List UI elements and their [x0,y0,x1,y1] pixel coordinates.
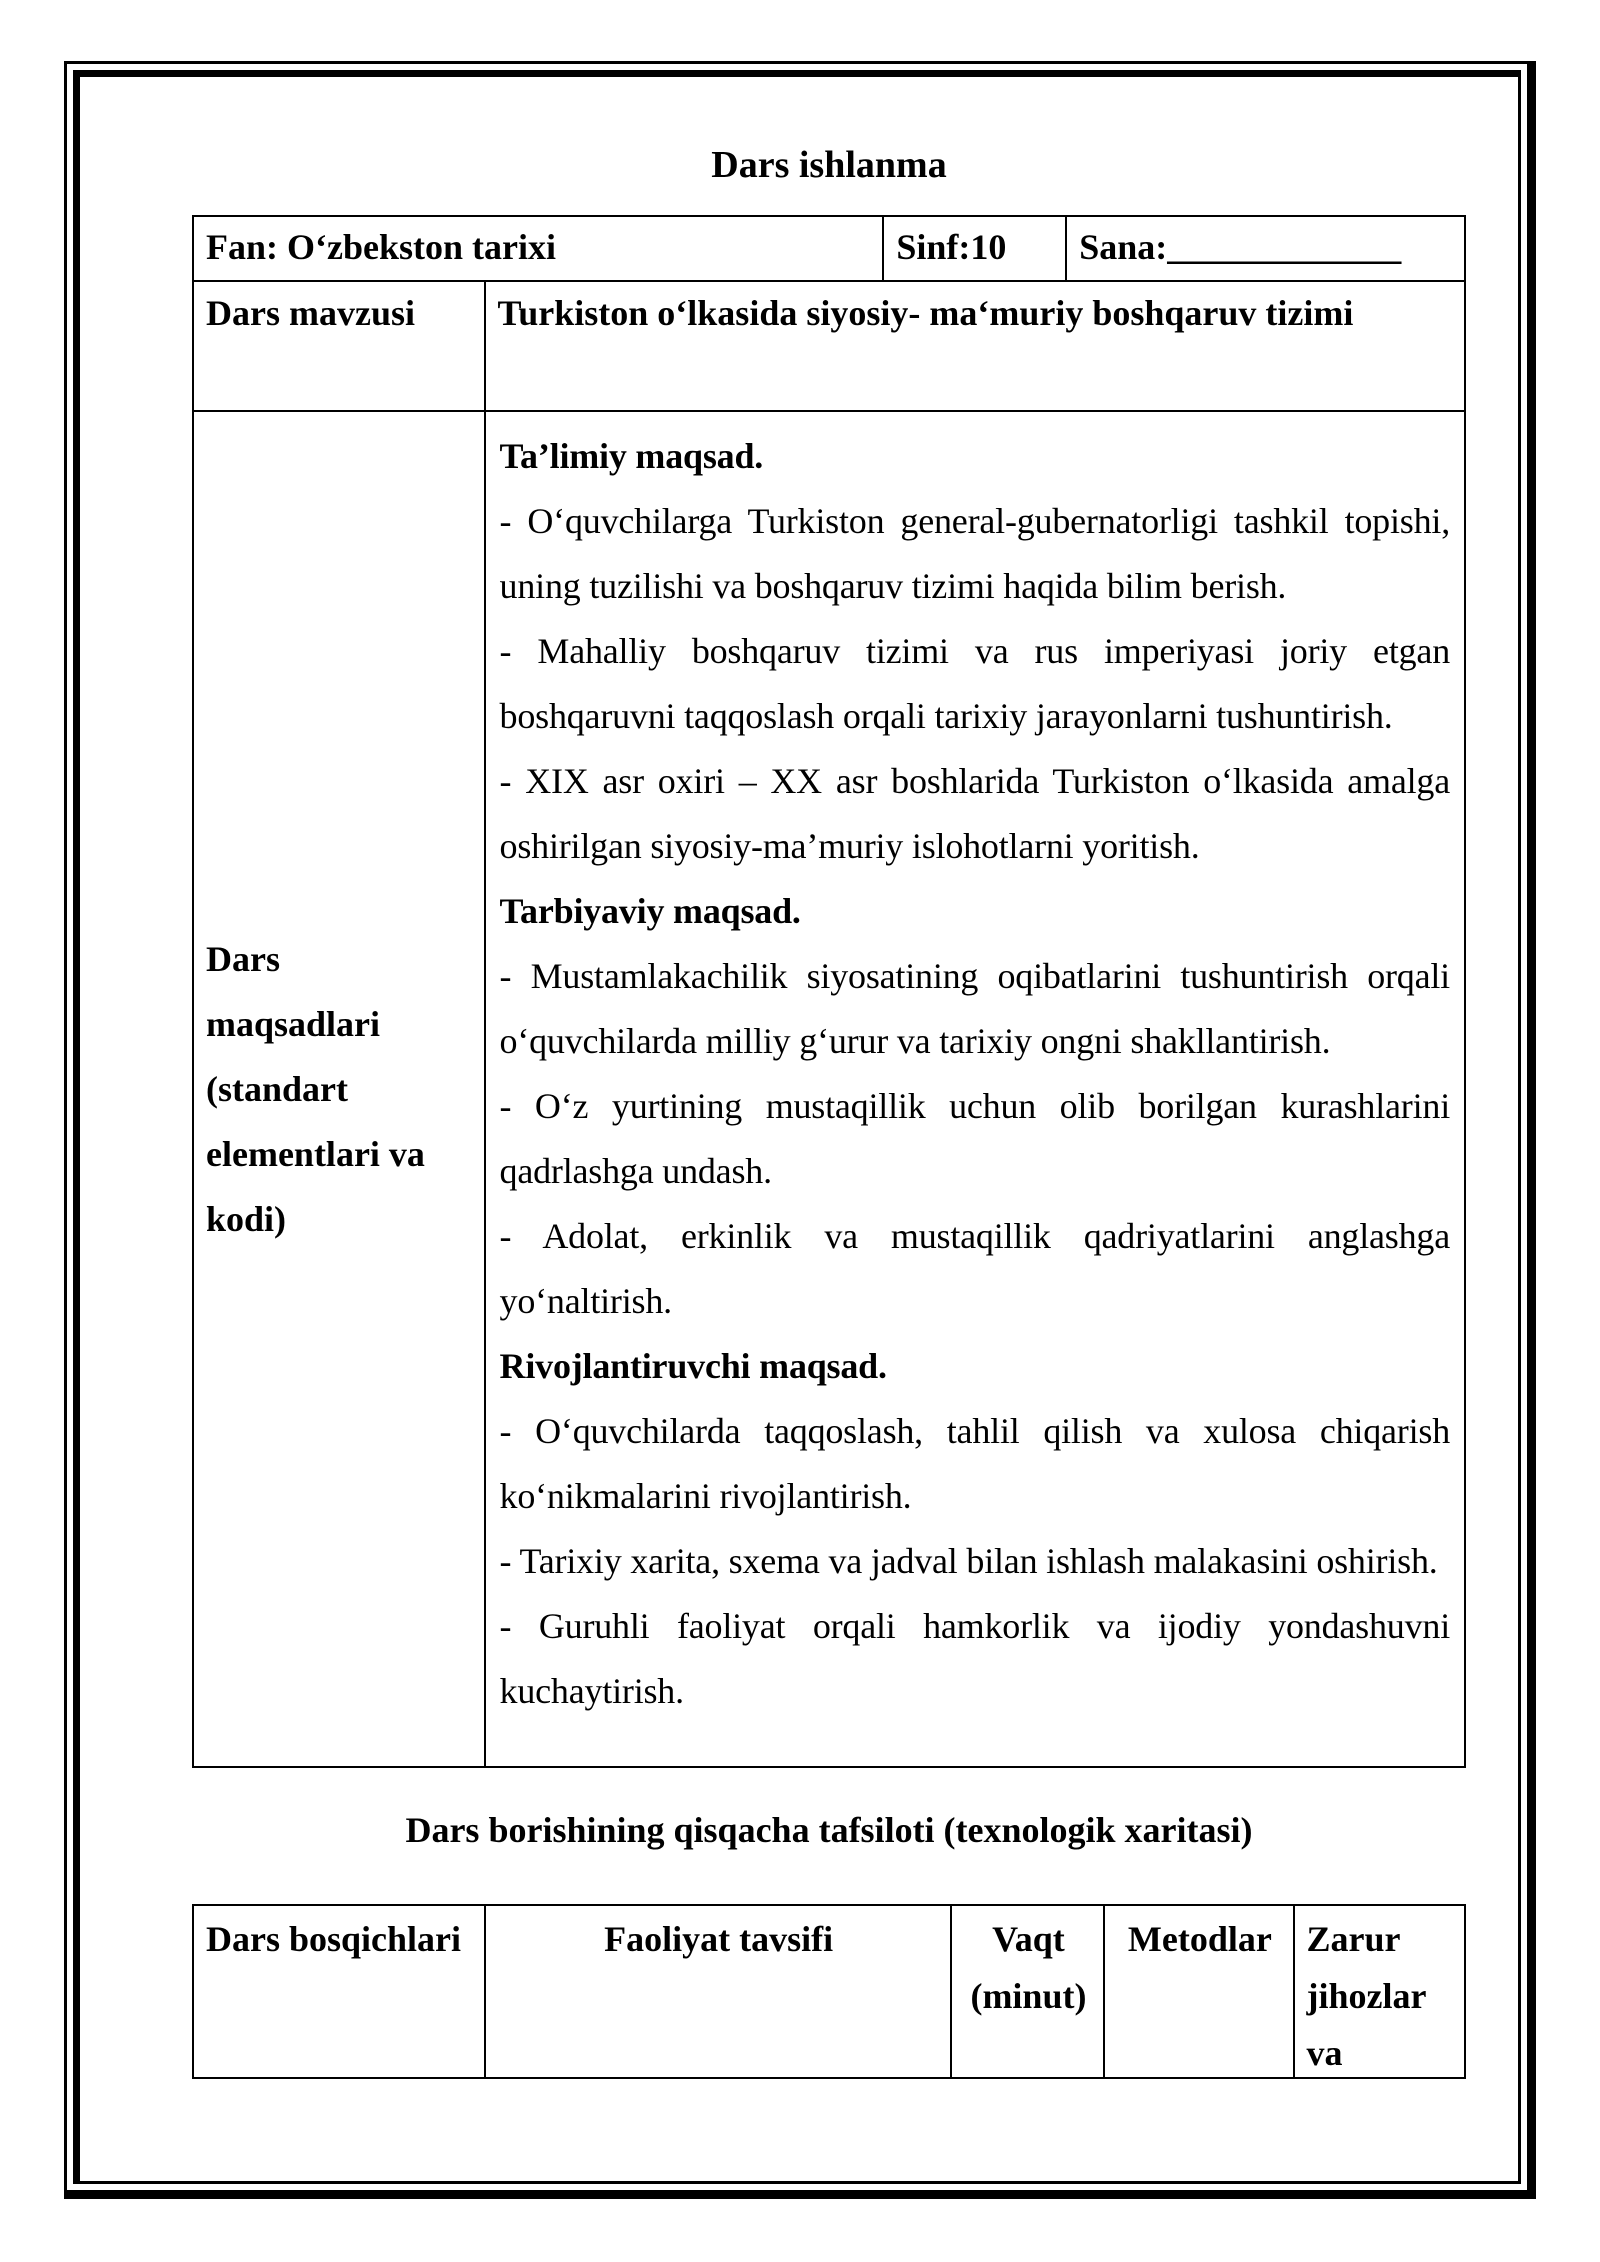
goal-item: - Tarixiy xarita, sxema va jadval bilan ishlash malakasini oshirish. [499,1541,1438,1581]
topic-value-cell: Turkiston oʻlkasida siyosiy- maʻmuriy boshqaruv tizimi [484,282,1464,410]
goal-section-heading: Rivojlantiruvchi maqsad. [499,1346,887,1386]
column-header-equipment: Zarur jihozlar va [1293,1906,1465,2077]
lesson-info-table [192,215,1466,1768]
column-header-methods: Metodlar [1103,1906,1292,2077]
goals-label: Dars maqsadlari (standart elementlari va kodi) [206,938,425,1239]
goal-section-heading: Ta’limiy maqsad. [499,436,764,476]
goal-item: - Oʻquvchilarga Turkiston general-gubernatorligi tashkil topishi, uning tuzilishi va boshqaruv tizimi haqida bilim berish. [499,501,1450,606]
goal-item: - Adolat, erkinlik va mustaqillik qadriyatlarini anglashga yoʻnaltirish. [499,1216,1450,1321]
table-row-subject [194,217,1464,280]
topic-label-cell: Dars mavzusi [206,293,415,333]
date-label: Sana: [1079,227,1168,267]
goal-item: - XIX asr oxiri – XX asr boshlarida Turkiston oʻlkasida amalga oshirilgan siyosiy-ma’muriy islohotlarni yoritish. [499,761,1450,866]
date-cell [1065,217,1464,280]
goal-item: - Mahalliy boshqaruv tizimi va rus imperiyasi joriy etgan boshqaruvni taqqoslash orqali tarixiy jarayonlarni tushuntirish. [499,631,1450,736]
grade-cell: Sinf:10 [882,217,1065,280]
column-header-stages: Dars bosqichlari [206,1919,462,1959]
column-header-activity: Faoliyat tavsifi [484,1906,950,2077]
subject-cell: Fan: Oʻzbekston tarixi [206,227,556,267]
goals-text-cell [484,412,1464,1766]
document-content [192,140,1466,2079]
table-row-topic [194,280,1464,410]
goal-item: - Guruhli faoliyat orqali hamkorlik va ijodiy yondashuvni kuchaytirish. [499,1606,1450,1711]
goal-section-heading: Tarbiyaviy maqsad. [499,891,801,931]
table-row-goals [194,410,1464,1766]
goal-item: - Mustamlakachilik siyosatining oqibatlarini tushuntirish orqali oʻquvchilarda milliy gʻurur va tarixiy ongni shakllantirish. [499,956,1450,1061]
column-header-time: Vaqt (minut) [950,1906,1104,2077]
lesson-stages-table [192,1904,1466,2079]
goal-item: - Oʻquvchilarda taqqoslash, tahlil qilish va xulosa chiqarish koʻnikmalarini rivojlantirish. [499,1411,1450,1516]
goals-label-cell [194,412,484,1766]
section-heading: Dars borishining qisqacha tafsiloti (texnologik xaritasi) [405,1810,1253,1850]
date-blank-line: _____________ [1167,227,1402,267]
goal-item: - Oʻz yurtining mustaqillik uchun olib borilgan kurashlarini qadrlashga undash. [499,1086,1450,1191]
page-title: Dars ishlanma [711,144,947,186]
